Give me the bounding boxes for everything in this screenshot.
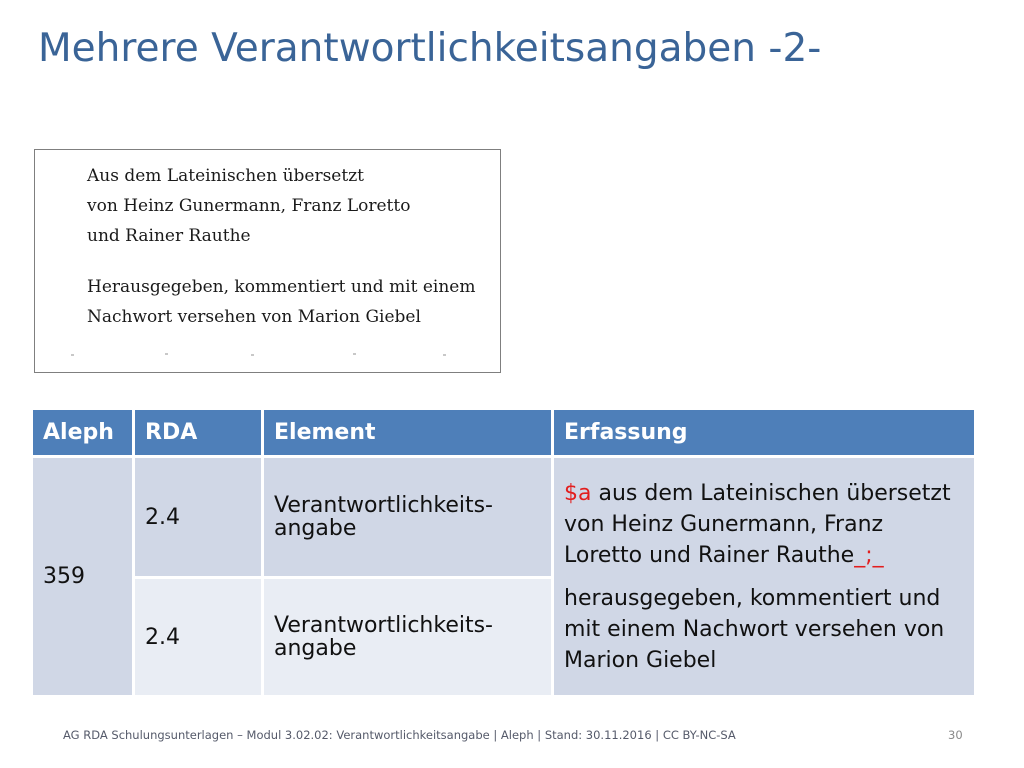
element-line: Verantwortlichkeits-	[274, 493, 493, 518]
scan-line: und Rainer Rauthe	[87, 226, 251, 246]
slide-title: Mehrere Verantwortlichkeitsangaben -2-	[38, 26, 822, 71]
table-header-row	[32, 409, 976, 457]
scan-line: Aus dem Lateinischen übersetzt	[87, 166, 364, 186]
element-line: Verantwortlichkeits-	[274, 613, 493, 638]
header-rda: RDA	[134, 409, 263, 457]
scan-speck	[251, 354, 254, 356]
footer-text: AG RDA Schulungsunterlagen – Modul 3.02.02: Verantwortlichkeitsangabe | Aleph | Stand: 30.11.2016 | CC BY-NC-SA	[63, 728, 736, 742]
erfassung-cell	[553, 457, 976, 697]
header-erfassung: Erfassung	[553, 409, 976, 457]
subfield-code: $a	[564, 480, 592, 506]
scan-line: Nachwort versehen von Marion Giebel	[87, 307, 421, 327]
header-aleph: Aleph	[32, 409, 134, 457]
scan-speck	[353, 353, 356, 355]
scan-speck	[71, 354, 74, 356]
title-page-scan	[34, 149, 501, 373]
scan-line: Herausgegeben, kommentiert und mit einem	[87, 277, 476, 297]
rda-cell: 2.4	[134, 457, 263, 578]
scan-speck	[165, 353, 168, 355]
scan-speck	[443, 354, 446, 356]
cataloging-table	[30, 407, 977, 698]
element-line: angabe	[274, 636, 357, 661]
table-row	[32, 457, 976, 578]
element-cell	[263, 578, 553, 697]
element-cell	[263, 457, 553, 578]
header-element: Element	[263, 409, 553, 457]
erfassung-text: aus dem Lateinischen übersetzt von Heinz Gunermann, Franz Loretto und Rainer Rauthe	[564, 480, 951, 568]
aleph-field-cell: 359	[32, 457, 134, 697]
separator: _;_	[854, 542, 884, 568]
erfassung-paragraph: herausgegeben, kommentiert und mit einem Nachwort versehen von Marion Giebel	[564, 585, 945, 673]
page-number: 30	[948, 728, 963, 742]
rda-cell: 2.4	[134, 578, 263, 697]
scan-line: von Heinz Gunermann, Franz Loretto	[87, 196, 411, 216]
erfassung-paragraph	[564, 478, 964, 571]
element-line: angabe	[274, 516, 357, 541]
